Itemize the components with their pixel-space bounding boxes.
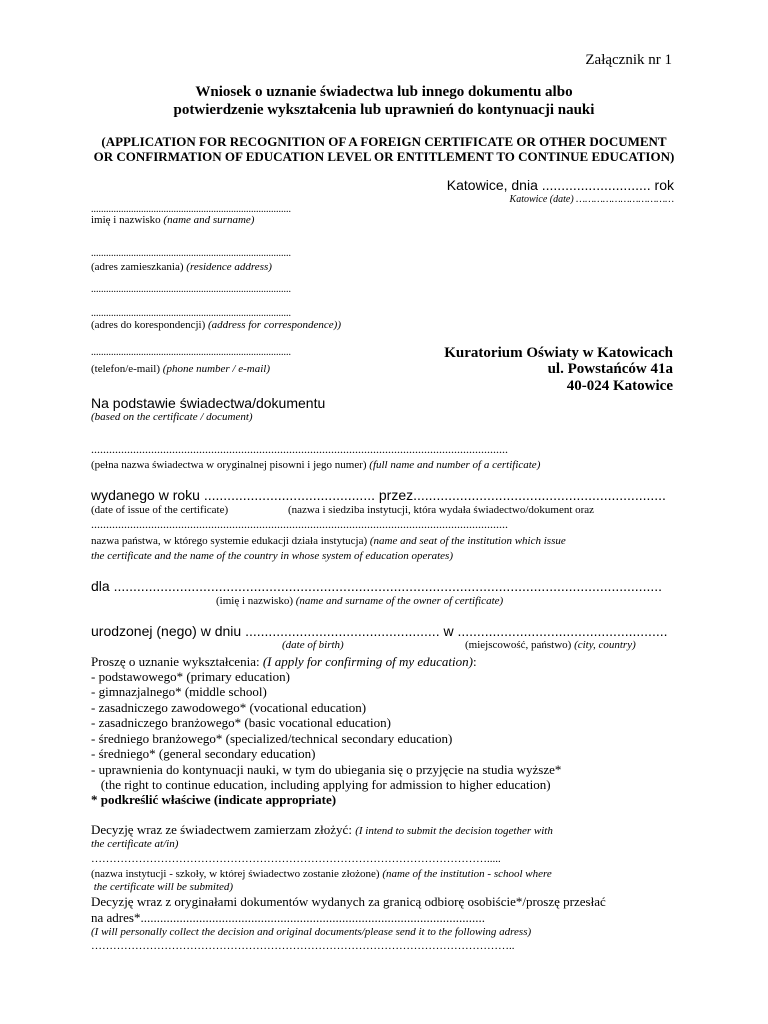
certificate-basis-translation: (based on the certificate / document) [91,411,253,423]
submit-institution-translation: the certificate will be submited) [91,881,234,893]
country-label-translation: the certificate and the name of the country in whose system of education operates) [91,550,454,562]
option-continue-education: - uprawnienia do kontynuacji nauki, w tym do ubiegania się o przyjęcie na studia wyższe* [91,762,562,777]
option-general-secondary: - średniego* (general secondary education) [91,746,316,761]
option-primary: - podstawowego* (primary education) [91,669,290,684]
owner-label: (imię i nazwisko) (name and surname of the owner of certificate) [216,595,504,607]
submit-institution-dots: ………………………………………………………………………………………………..... [91,853,501,865]
option-technical-secondary: - średniego branżowego* (specialized/technical secondary education) [91,731,453,746]
birth-line: urodzonej (nego) w dniu .................................................. w ...................................................... [91,623,668,639]
phone-label: (telefon/e-mail) (phone number / e-mail) [91,363,271,375]
name-dots: ................................................................................ [91,204,291,215]
collect-address-dots: …………………………………………………………………………………………………….. [91,940,515,952]
institution-dots: ........................................................................................................................................... [91,517,508,531]
name-label: imię i nazwisko (name and surname) [91,214,255,226]
date-of-birth-label: (date of birth) [282,639,344,651]
option-basic-vocational: - zasadniczego branżowego* (basic vocational education) [91,715,391,730]
attachment-label: Załącznik nr 1 [585,52,672,68]
option-vocational: - zasadniczego zawodowego* (vocational education) [91,700,367,715]
phone-dots: ................................................................................ [91,347,291,358]
english-title-line-1: (APPLICATION FOR RECOGNITION OF A FOREIGN CERTIFICATE OR OTHER DOCUMENT [101,134,667,149]
recipient-city: 40-024 Katowice [566,378,673,394]
owner-line: dla ............................................................................................................................................. [91,578,663,594]
correspondence-label: (adres do korespondencji) (address for correspondence)) [91,319,341,331]
place-date-line: Katowice, dnia ............................ rok [446,177,674,193]
decision-submit-translation: the certificate at/in) [91,838,179,850]
option-middle-school: - gimnazjalnego* (middle school) [91,684,267,699]
title-line-2: potwierdzenie wykształcenia lub uprawnień do kontynuacji nauki [173,102,595,118]
underline-note: * podkreślić właściwe (indicate appropriate) [91,792,337,807]
collect-line-2: na adres*.......................................................................................................... [91,910,485,925]
request-intro: Proszę o uznanie wykształcenia: (I apply for confirming of my education): [91,654,477,669]
place-date-translation: Katowice (date) …………………………… [509,194,674,205]
issued-line: wydanego w roku ............................................ przez................................................................. [91,487,666,503]
recipient-name: Kuratorium Oświaty w Katowicach [444,345,673,361]
collect-line-1: Decyzję wraz z oryginałami dokumentów wydanych za granicą odbiorę osobiście*/proszę przesłać [91,894,606,909]
english-title-line-2: OR CONFIRMATION OF EDUCATION LEVEL OR ENTITLEMENT TO CONTINUE EDUCATION) [93,149,675,164]
issue-date-label: (date of issue of the certificate) [91,504,229,516]
recipient-street: ul. Powstańców 41a [547,361,673,377]
certificate-name-label: (pełna nazwa świadectwa w oryginalnej pisowni i jego numer) (full name and number of a certificate) [91,459,541,471]
place-of-birth-label: (miejscowość, państwo) (city, country) [465,639,636,651]
correspondence-dots-1: ................................................................................ [91,284,291,295]
address-label: (adres zamieszkania) (residence address) [91,261,272,273]
decision-submit-label: Decyzję wraz ze świadectwem zamierzam złożyć: (I intend to submit the decision together with [91,822,553,837]
issuing-institution-label: (nazwa i siedziba instytucji, która wydała świadectwo/dokument oraz [288,504,595,516]
option-continue-education-translation: (the right to continue education, including applying for admission to higher education) [91,777,551,792]
submit-institution-label: (nazwa instytucji - szkoły, w której świadectwo zostanie złożone) (name of the institution - school where [91,868,552,880]
title-line-1: Wniosek o uznanie świadectwa lub innego dokumentu albo [195,84,573,100]
certificate-basis-label: Na podstawie świadectwa/dokumentu [91,395,326,411]
correspondence-dots-2: ................................................................................ [91,308,291,319]
collect-translation: (I will personally collect the decision and original documents/please send it to the following adress) [91,926,532,938]
certificate-name-dots: ........................................................................................................................................... [91,442,508,456]
address-dots: ................................................................................ [91,248,291,259]
country-label: nazwa państwa, w którego systemie edukacji działa instytucja) (name and seat of the institution which issue [91,535,566,547]
